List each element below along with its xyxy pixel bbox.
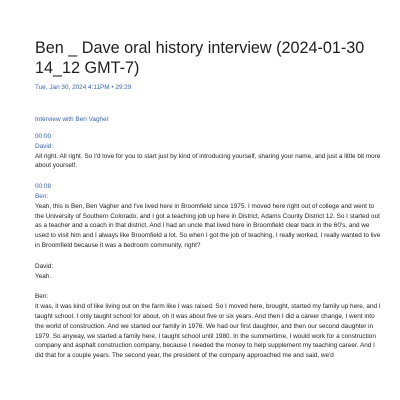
segment-text: Yeah, this is Ben, Ben Vagher and I've lived here in Broomfield since 1975. I moved here right out of college and went to the University of Southern Colorado, and I got a teaching job up here in District, Adams County District 12. So I started out as a teacher and a coach in that district. And I had an uncle that lived here in Broomfield clear back in the 60's, and we used to visit him and I always like Broomfield a lot. So when I got the job of teaching, I really worked, I really wanted to live in Broomfield because it was a bedroom community, right?	[35, 202, 381, 249]
segment-speaker: David:	[35, 262, 54, 270]
segment-timestamp: 00:08	[35, 183, 51, 191]
transcript-segment	[35, 132, 382, 171]
segment-speaker: David:	[35, 142, 54, 150]
segment-timestamp: 00:00	[35, 133, 51, 140]
transcript-segment	[35, 292, 382, 361]
document-subtitle: Interview with Ben Vagher	[35, 116, 109, 123]
transcript-segment	[35, 262, 382, 282]
segment-speaker: Ben:	[35, 192, 49, 200]
segment-text: It was, it was kind of like living out on the farm like I was raised. So I moved here, brought, started my family up here, and I taught school. I only taught school for about, oh it was about five or six years. And then I did a career change, I went into the world of construction. And we started our family in 1976. We had our first daughter, and then our second daughter in 1979. So anyway, we started a family here, I taught school until 1980. In the summertime, I would work for a construction company and asphalt construction company, because I needed the money to help supplement my teaching career. And I did that for a couple years. The second year, the president of the company approached me and said, we'd	[35, 303, 381, 360]
segment-speaker: Ben:	[35, 293, 49, 301]
segment-text: All right. All right. So I'd love for you to start just by kind of introducing yourself, sharing your name, and just a little bit more about yourself.	[35, 152, 381, 170]
transcript-segment	[35, 182, 382, 251]
segment-text: Yeah.	[35, 272, 52, 280]
document-meta: Tue, Jan 30, 2024 4:11PM • 29:29	[35, 84, 132, 91]
document-title: Ben _ Dave oral history interview (2024-01-30 14_12 GMT-7)	[35, 39, 365, 77]
